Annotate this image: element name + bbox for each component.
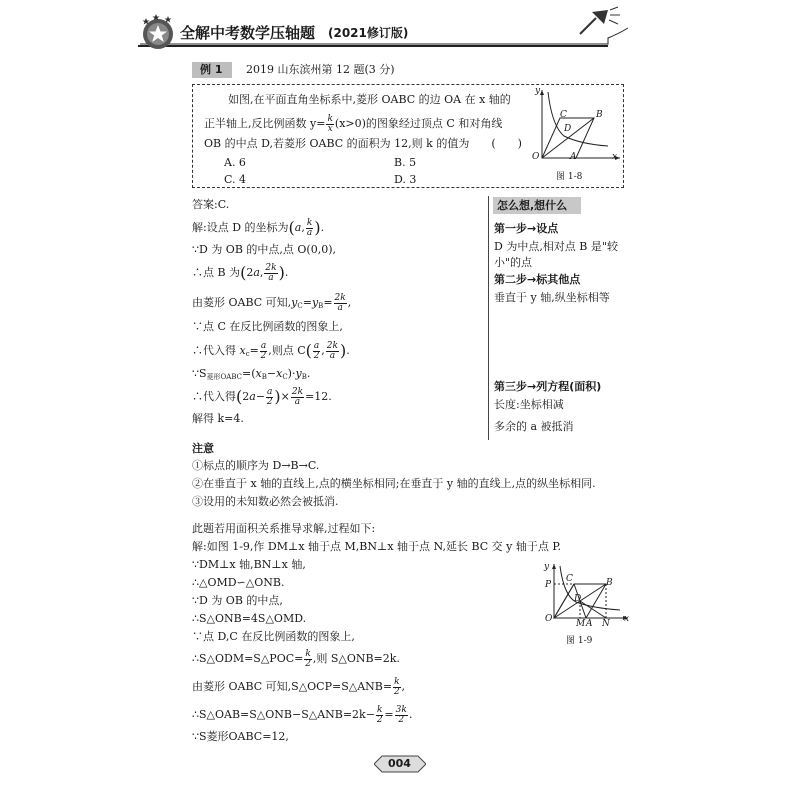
note-2: ②在垂直于 x 轴的直线上,点的横坐标相同;在垂直于 y 轴的直线上,点的纵坐标相同. xyxy=(192,477,596,490)
alt-line-4: ∵D 为 OB 的中点, xyxy=(192,594,283,607)
star-badge-icon xyxy=(140,14,176,50)
fig2-label-a: A xyxy=(586,619,593,629)
sol-line-4: 由菱形 OABC 可知$,y_C=y_B=$ $\frac{2k}{a}$ , xyxy=(192,292,352,313)
fig2-label-d: D xyxy=(574,594,582,604)
step2-body: 垂直于 y 轴,纵坐标相等 xyxy=(494,291,610,304)
sol-line-7: $\because S_{菱形OABC}=(x_B-x_C)\cdot y_B$. xyxy=(192,367,311,381)
fig2-label-n: N xyxy=(602,619,610,629)
alt-9-text: ∴S△OAB=S△ONB−S△ANB=2k− xyxy=(192,708,375,721)
sol-line-8: ∴代入得(2a− $\frac{a}{2}$ )× $\frac{2k}{a}$ =12. xyxy=(192,386,332,407)
problem-line-2b: (x>0)的图象经过顶点 C 和对角线 xyxy=(334,117,503,130)
sol-6-text: ∴代入得 xyxy=(192,344,236,357)
example-tag: 例 1 xyxy=(200,63,223,76)
fig1-label-y: y xyxy=(535,86,541,96)
step3-body-1: 长度:坐标相减 xyxy=(494,398,564,411)
alt-line-9: ∴S△OAB=S△ONB−S△ANB=2k− $\frac{k}{2}$ = $\frac{3k}{2}$ . xyxy=(192,704,413,725)
fig2-label-o: O xyxy=(545,614,553,624)
step2-title: 第二步→标其他点 xyxy=(494,273,581,286)
fig1-label-c: C xyxy=(560,110,567,120)
fig2-label-y: y xyxy=(544,562,550,572)
option-c: C. 4 xyxy=(224,173,247,186)
step3-title: 第三步→列方程(面积) xyxy=(494,380,602,393)
fig2-label-x: x xyxy=(624,614,630,624)
header-edition: (2021修订版) xyxy=(328,26,409,40)
fig1-label-x: x xyxy=(612,152,618,162)
sol-4-text: 由菱形 OABC 可知, xyxy=(192,296,292,309)
example-source: 2019 山东滨州第 12 题(3 分) xyxy=(246,63,395,76)
lamp-icon xyxy=(560,6,630,36)
step3-body-2: 多余的 a 被抵消 xyxy=(494,420,574,433)
alt-line-10: ∵S菱形OABC=12, xyxy=(192,730,289,743)
alt-line-2: ∵DM⊥x 轴,BN⊥x 轴, xyxy=(192,558,306,571)
alt-line-3: ∴△OMD∽△ONB. xyxy=(192,576,285,589)
alt-line-8: 由菱形 OABC 可知,S△OCP=S△ANB= $\frac{k}{2}$ , xyxy=(192,676,406,697)
option-a: A. 6 xyxy=(224,156,246,169)
sol-line-5: ∵点 C 在反比例函数的图象上, xyxy=(192,320,343,333)
fig2-label-b: B xyxy=(606,578,613,588)
fig1-label-d: D xyxy=(564,124,572,134)
alt-intro: 此题若用面积关系推导求解,过程如下: xyxy=(192,522,376,535)
sol-8-text: ∴代入得 xyxy=(192,390,236,403)
fig2-label-m: M xyxy=(576,619,586,629)
fig2-label-p: P xyxy=(545,580,552,590)
fig1-label-a: A xyxy=(570,152,577,162)
note-3: ③设用的未知数必然会被抵消. xyxy=(192,495,339,508)
sol-line-2: ∵D 为 OB 的中点,点 O(0,0), xyxy=(192,243,336,256)
fig1-caption: 图 1-8 xyxy=(556,172,583,182)
option-b: B. 5 xyxy=(394,156,417,169)
note-1: ①标点的顺序为 D→B→C. xyxy=(192,459,320,472)
answer: 答案:C. xyxy=(192,198,230,211)
frac-num: k xyxy=(327,113,333,124)
frac-den: x xyxy=(327,123,333,134)
sol-7-text: ∵S xyxy=(192,367,207,380)
problem-line-2a: 正半轴上,反比例函数 y= xyxy=(204,117,326,130)
alt-line-5: ∴S△ONB=4S△OMD. xyxy=(192,612,307,625)
fig2-caption: 图 1-9 xyxy=(566,636,593,646)
sol-1-text: 解:设点 D 的坐标为 xyxy=(192,221,289,234)
problem-line-3: OB 的中点 D,若菱形 OABC 的面积为 12,则 k 的值为 ( ) xyxy=(204,137,522,150)
step1-title: 第一步→设点 xyxy=(494,222,559,235)
fig1-label-o: O xyxy=(532,152,540,162)
think-title: 怎么想,想什么 xyxy=(497,199,568,212)
page-number: 004 xyxy=(388,757,411,770)
sol-line-9: 解得 k=4. xyxy=(192,412,244,425)
fig2-label-c: C xyxy=(566,574,573,584)
fig1-label-b: B xyxy=(596,110,603,120)
sol-3-text: ∴点 B 为 xyxy=(192,266,241,279)
alt-8-text: 由菱形 OABC 可知,S△OCP=S△ANB= xyxy=(192,680,393,693)
step1-body-2: 小"的点 xyxy=(494,256,533,269)
option-d: D. 3 xyxy=(394,173,417,186)
problem-line-1: 如图,在平面直角坐标系中,菱形 OABC 的边 OA 在 x 轴的 xyxy=(228,93,511,106)
alt-line-1: 解:如图 1-9,作 DM⊥x 轴于点 M,BN⊥x 轴于点 N,延长 BC 交 y 轴于点 P. xyxy=(192,540,562,553)
alt-line-6: ∵点 D,C 在反比例函数的图象上, xyxy=(192,630,355,643)
alt-line-7: ∴S△ODM=S△POC= $\frac{k}{2}$ ,则 S△ONB=2k. xyxy=(192,648,400,669)
sol-line-6: ∴代入得 $x_c=$ $\frac{a}{2}$ ,则点 C( $\frac{a}{2}$ , $\frac{2k}{a}$ ). xyxy=(192,340,350,361)
step1-body-1: D 为中点,相对点 B 是"较 xyxy=(494,240,618,253)
alt-7b-text: ,则 S△ONB=2k. xyxy=(312,652,400,665)
sol-line-3: ∴点 B 为(2a, $\frac{2k}{a}$ ). xyxy=(192,262,289,283)
problem-line-2 xyxy=(204,113,502,135)
sol-line-1: 解:设点 D 的坐标为(a, $\frac{k}{a}$ ). xyxy=(192,217,325,238)
alt-7-text: ∴S△ODM=S△POC= xyxy=(192,652,304,665)
think-divider xyxy=(488,196,489,440)
header-title: 全解中考数学压轴题 xyxy=(180,24,316,42)
problem-fraction xyxy=(326,115,333,134)
note-title: 注意 xyxy=(192,442,214,455)
